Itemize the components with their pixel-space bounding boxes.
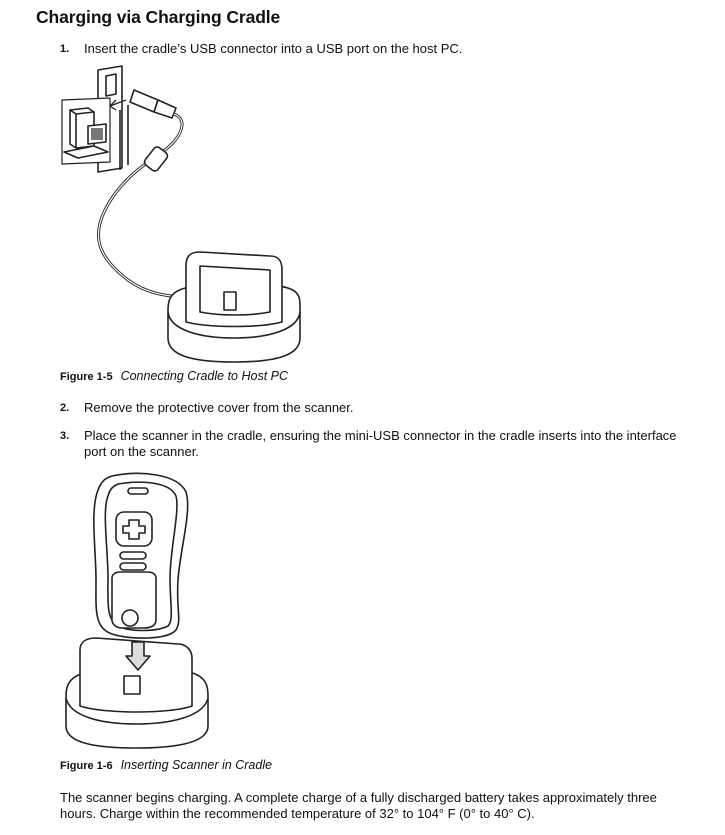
figure-1-5-illustration: [50, 60, 310, 365]
closing-paragraph: [60, 790, 700, 822]
section-heading: Charging via Charging Cradle: [36, 7, 281, 27]
figure-1-5-caption: [60, 369, 288, 383]
closing-line-2: hours. Charge within the recommended temperature of 32° to 104° F (0° to 40° C).: [60, 806, 535, 821]
figure-title: Inserting Scanner in Cradle: [120, 758, 273, 772]
function-button-icon: [120, 552, 146, 559]
step-1: [60, 41, 660, 57]
usb-plug-icon: [130, 90, 158, 112]
step-2: [60, 400, 660, 416]
figure-1-6-illustration: [60, 470, 220, 750]
step-text: Insert the cradle’s USB connector into a USB port on the host PC.: [84, 41, 463, 56]
step-number: 2.: [60, 402, 70, 414]
closing-line-1: The scanner begins charging. A complete charge of a fully discharged battery takes approximately three: [60, 790, 657, 805]
step-text: Remove the protective cover from the scanner.: [84, 400, 354, 415]
step-text-line-2: port on the scanner.: [84, 444, 199, 459]
figure-label: Figure 1-6: [60, 760, 113, 772]
figure-label: Figure 1-5: [60, 371, 113, 383]
step-number: 3.: [60, 430, 70, 442]
trigger-button-icon: [122, 610, 138, 626]
figure-1-6-caption: [60, 758, 272, 772]
step-number: 1.: [60, 43, 70, 55]
step-3: [60, 428, 710, 460]
step-text-line-1: Place the scanner in the cradle, ensuring the mini-USB connector in the cradle inserts into the interface: [84, 428, 677, 443]
figure-title: Connecting Cradle to Host PC: [120, 369, 289, 383]
